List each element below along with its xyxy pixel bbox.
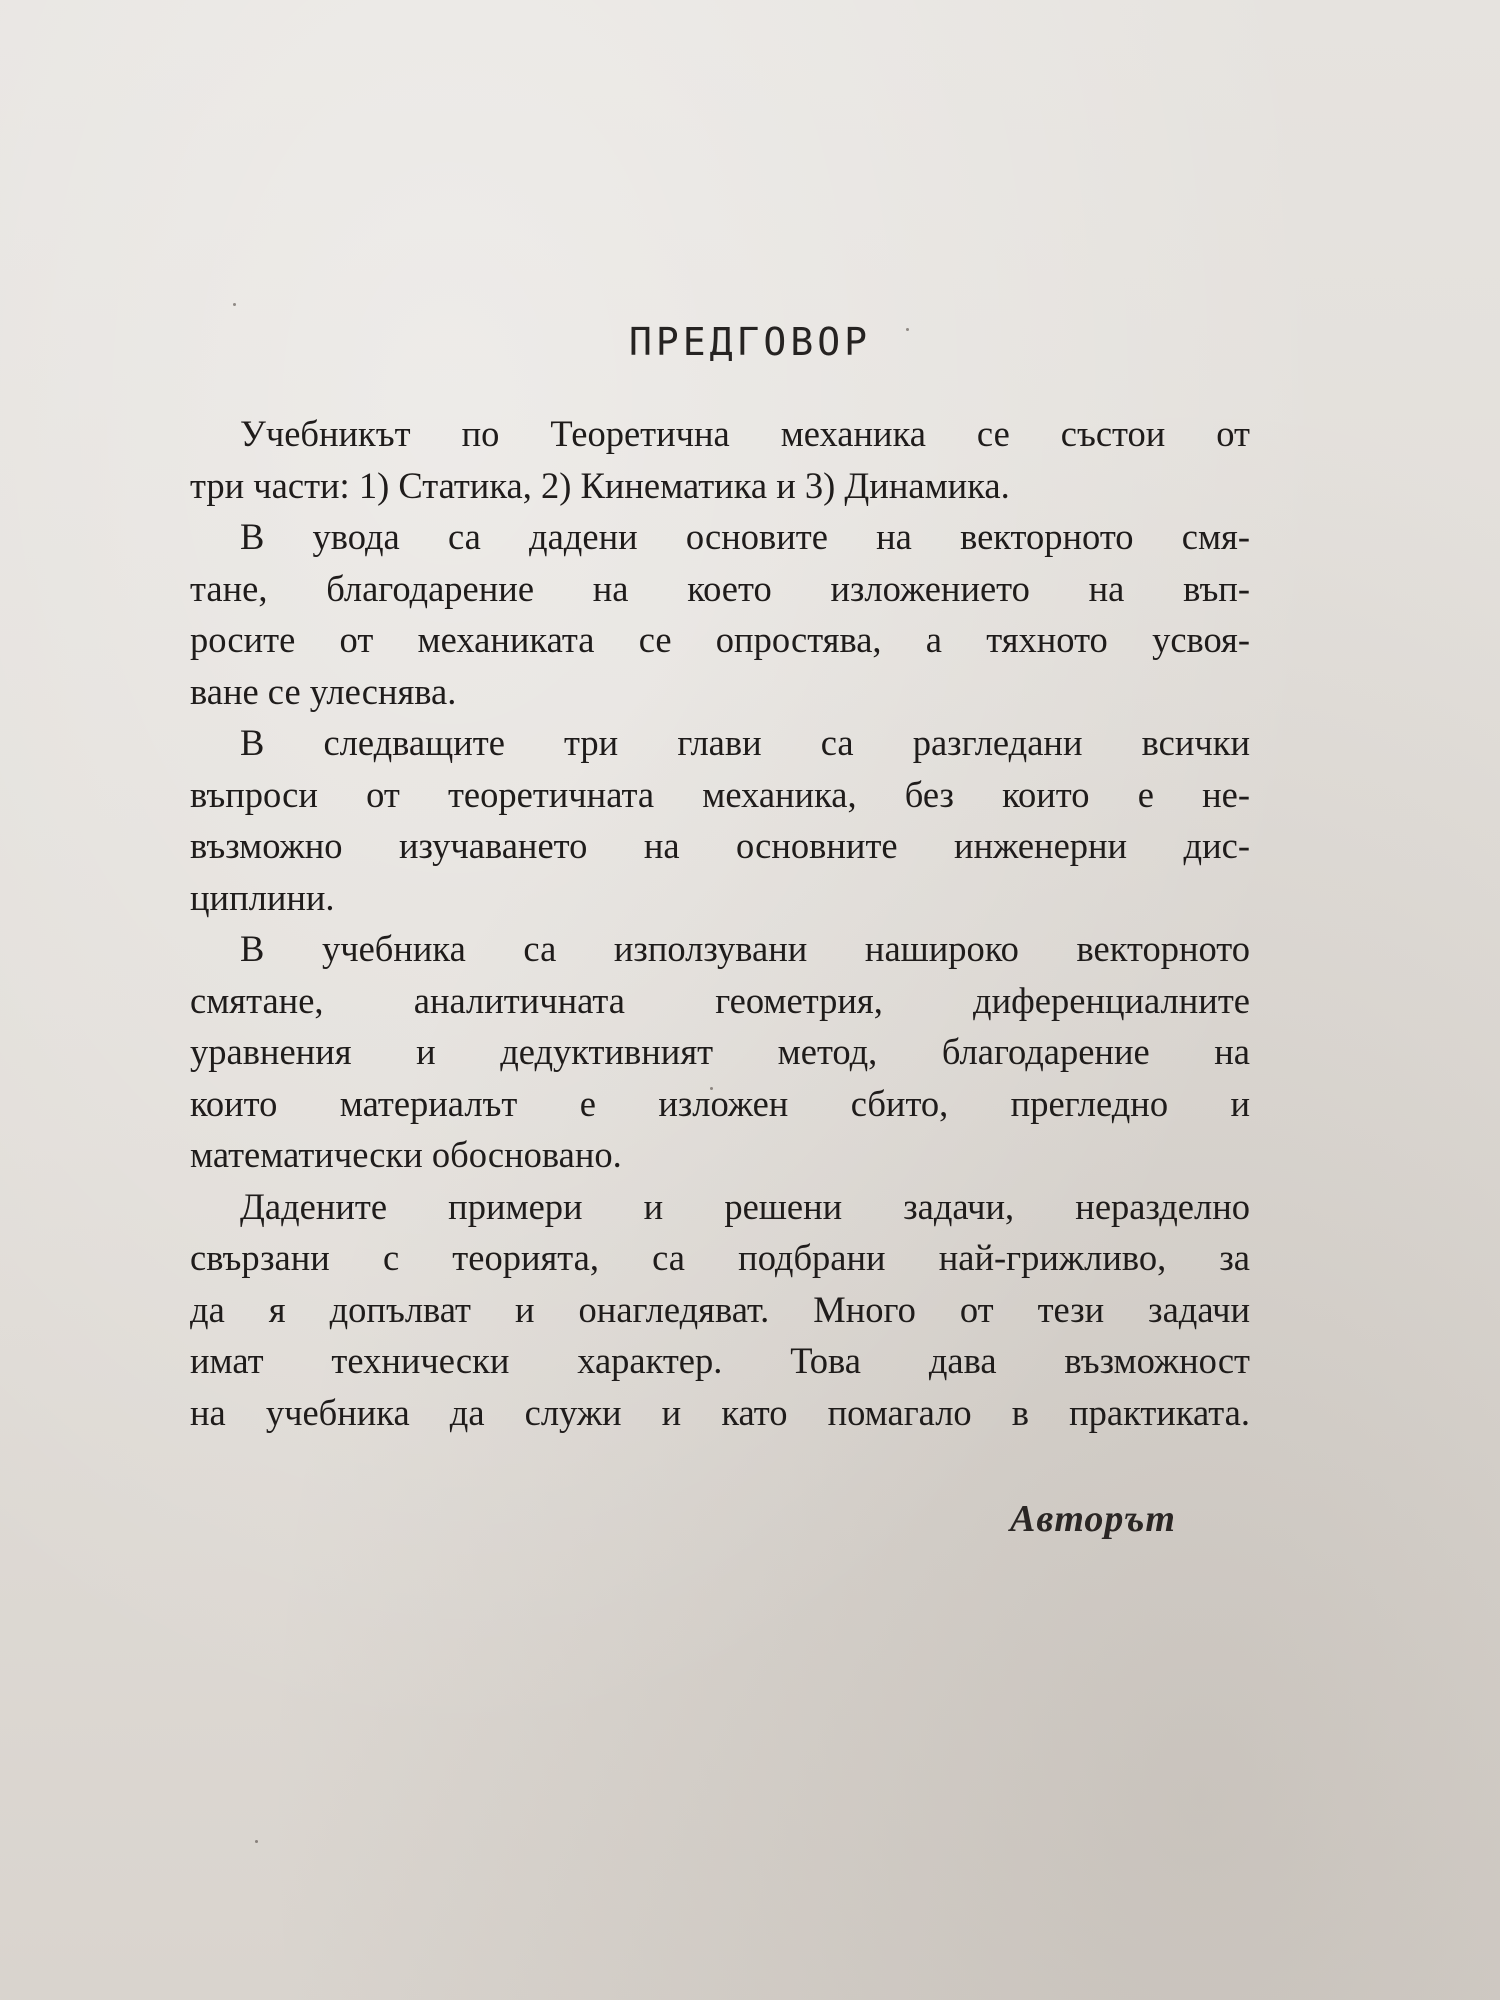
paragraph-2 bbox=[190, 511, 1250, 717]
text-line: тане, благодарение на което изложението на въп- bbox=[190, 567, 1250, 609]
text-line: циплини. bbox=[190, 876, 335, 918]
text-line: смятане, аналитичната геометрия, диференциалните bbox=[190, 979, 1250, 1021]
text-line: ване се улеснява. bbox=[190, 670, 457, 712]
paragraph-4 bbox=[190, 923, 1250, 1181]
text-line: въпроси от теоретичната механика, без които е не- bbox=[190, 773, 1250, 815]
text-line: свързани с теорията, са подбрани най-грижливо, за bbox=[190, 1237, 1250, 1278]
page-title: ПРЕДГОВОР bbox=[629, 320, 871, 364]
text-line: В увода са дадени основите на векторното смя- bbox=[240, 516, 1250, 557]
text-line: Учебникът по Теоретична механика се състои от bbox=[240, 413, 1250, 454]
text-line: имат технически характер. Това дава възможност bbox=[190, 1340, 1250, 1381]
paragraph-5 bbox=[190, 1181, 1250, 1439]
text-line: математически обосновано. bbox=[190, 1134, 622, 1175]
paragraph-1 bbox=[190, 408, 1250, 511]
text-line: В следващите три глави са разгледани всички bbox=[240, 722, 1250, 763]
text-line: Дадените примери и решени задачи, неразделно bbox=[240, 1185, 1250, 1227]
text-line: на учебника да служи и като помагало в практиката. bbox=[190, 1391, 1250, 1433]
text-line: възможно изучаването на основните инженерни дис- bbox=[190, 825, 1250, 866]
text-line: уравнения и дедуктивният метод, благодарение на bbox=[190, 1031, 1250, 1072]
text-line: В учебника са използувани нашироко векторното bbox=[240, 928, 1250, 969]
preface-body bbox=[190, 408, 1250, 1438]
text-line: да я допълват и онагледяват. Много от тези задачи bbox=[190, 1288, 1250, 1330]
text-line: три части: 1) Статика, 2) Кинематика и 3) Динамика. bbox=[190, 464, 1010, 506]
text-line: росите от механиката се опростява, а тяхното усвоя- bbox=[190, 619, 1250, 660]
paragraph-3 bbox=[190, 717, 1250, 923]
author-signature: Авторът bbox=[1010, 1498, 1176, 1540]
paper-speck bbox=[233, 303, 236, 306]
text-line: които материалът е изложен сбито, прегледно и bbox=[190, 1082, 1250, 1124]
paper-speck bbox=[255, 1840, 258, 1843]
